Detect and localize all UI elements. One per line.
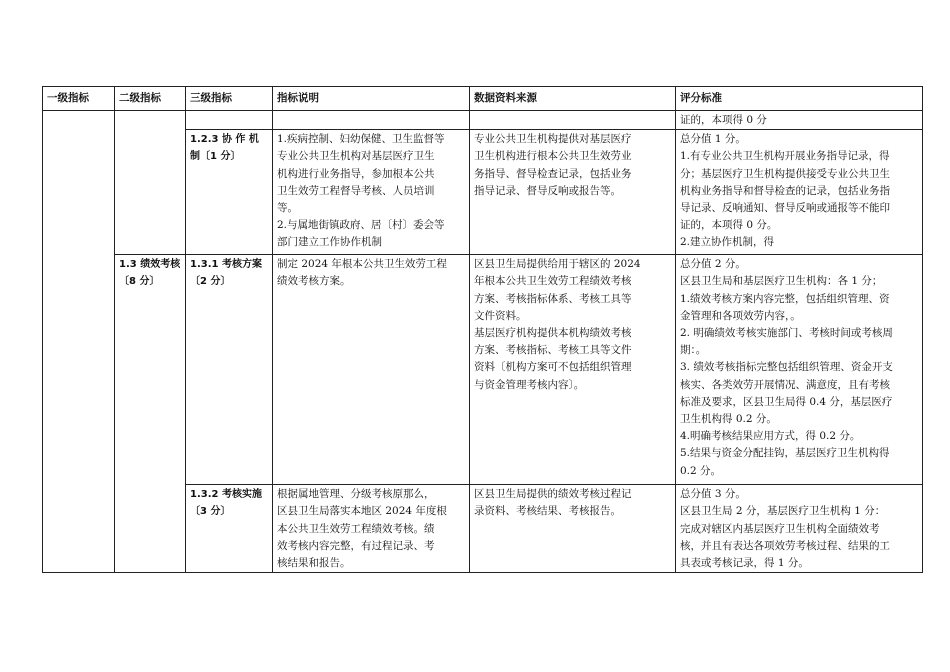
description-cell [273,255,470,485]
description-line: 专业公共卫生机构对基层医疗卫生 [277,150,435,163]
scoring-line: 证的，本项得 0 分 [680,114,767,126]
source-line: 区县卫生局提供的绩效考核过程记 [474,488,632,501]
level1-cell [43,111,115,573]
level3-line: 1.3.2 考核实施 [190,489,262,501]
scoring-line: 标准及要求，区县卫生局得 0.4 分，基层医疗 [680,395,893,408]
header-level2: 二级指标 [115,87,186,111]
source-line: 卫生机构进行根本公共卫生效劳业 [474,150,632,163]
source-line: 录资料、考核结果、考核报告。 [474,505,621,518]
level3-line: 〔3 分〕 [190,506,231,518]
level3-cell [186,130,273,255]
scoring-line: 4.明确考核结果应用方式，得 0.2 分。 [680,430,861,443]
scoring-line: 0.2 分。 [680,464,722,477]
scoring-line: 区县卫生局 2 分，基层医疗卫生机构 1 分： [680,505,886,518]
description-line: 核结果和报告。 [277,557,351,570]
scoring-line: 导记录、反响通知、督导反响或通报等不能印 [680,202,890,215]
scoring-line: 金管理和各项效劳内容，。 [680,309,801,322]
scoring-cell [676,485,923,573]
header-description: 指标说明 [273,87,470,111]
indicator-table [42,86,923,573]
source-line: 区县卫生局提供给用于辖区的 2024 [474,258,641,271]
description-line: 部门建立工作协作机制 [277,236,382,249]
description-line: 区县卫生局落实本地区 2024 年度根 [277,505,447,518]
description-line: 2.与属地街镇政府、居〔村〕委会等 [277,219,445,232]
scoring-line: 1.有专业公共卫生机构开展业务指导记录，得 [680,150,890,163]
source-line: 指导记录、督导反响或报告等。 [474,184,621,197]
level3-cell [186,111,273,130]
source-line: 方案、考核指标、考核工具等文件 [474,344,632,357]
scoring-line: 总分值 3 分。 [680,488,746,501]
level2-cell [115,111,186,255]
source-line: 文件资料。 [474,309,527,322]
source-cell [470,111,676,130]
level2-line: 1.3 绩效考核 [119,259,181,271]
scoring-cell [676,255,923,485]
source-cell [470,485,676,573]
scoring-line: 总分值 2 分。 [680,258,746,271]
source-line: 基层医疗机构提供本机构绩效考核 [474,327,632,340]
description-line: 根据属地管理、分级考核原那么， [277,488,435,501]
scoring-line: 1.绩效考核方案内容完整，包括组织管理、资 [680,292,890,305]
scoring-line: 2. 明确绩效考核实施部门、考核时间或考核周 [680,327,893,340]
source-line: 年根本公共卫生效劳工程绩效考核 [474,275,632,288]
table-row [43,255,923,485]
level3-line: 制〔1 分〕 [190,151,241,163]
scoring-line: 3. 绩效考核指标完整包括组织管理、资金开支 [680,361,893,374]
header-level1: 一级指标 [43,87,115,111]
level3-cell [186,255,273,485]
table-header-row [43,87,923,111]
description-line: 制定 2024 年根本公共卫生效劳工程 [277,258,447,271]
description-cell [273,130,470,255]
header-data-source: 数据资料来源 [470,87,676,111]
description-line: 等。 [277,202,298,215]
scoring-line: 区县卫生局和基层医疗卫生机构：各 1 分； [680,275,883,288]
source-line: 资料〔机构方案可不包括组织管理 [474,361,632,374]
scoring-line: 5.结果与资金分配挂钩，基层医疗卫生机构得 [680,447,890,460]
level3-line: 〔2 分〕 [190,276,231,288]
source-line: 方案、考核指标体系、考核工具等 [474,292,632,305]
description-line: 绩效考核方案。 [277,275,351,288]
scoring-line: 2.建立协作机制，得 [680,236,775,249]
level2-cell [115,255,186,573]
scoring-line: 期：。 [680,344,707,357]
source-cell [470,130,676,255]
source-line: 务指导、督导检查记录，包括业务 [474,167,632,180]
description-line: 效考核内容完整，有过程记录、考 [277,539,435,552]
scoring-line: 具表或考核记录，得 1 分。 [680,557,809,570]
level3-cell [186,485,273,573]
source-cell [470,255,676,485]
scoring-line: 机构业务指导和督导检查的记录，包括业务指 [680,184,890,197]
source-line: 与资金管理考核内容〕。 [474,378,585,391]
header-level3: 三级指标 [186,87,273,111]
scoring-line: 核实、各类效劳开展情况、满意度，且有考核 [680,378,890,391]
description-line: 本公共卫生效劳工程绩效考核。绩 [277,522,435,535]
level2-line: 〔8 分〕 [119,276,160,288]
description-cell [273,111,470,130]
description-line: 卫生效劳工程督导考核、人员培训 [277,184,435,197]
level3-line: 1.3.1 考核方案 [190,259,262,271]
source-line: 专业公共卫生机构提供对基层医疗 [474,133,632,146]
scoring-line: 总分值 1 分。 [680,133,746,146]
description-cell [273,485,470,573]
scoring-line: 卫生机构得 0.2 分。 [680,413,777,426]
description-line: 机构进行业务指导，参加根本公共 [277,167,435,180]
scoring-cell [676,130,923,255]
scoring-line: 完成对辖区内基层医疗卫生机构全面绩效考 [680,522,880,535]
scoring-cell [676,111,923,130]
level3-line: 1.2.3 协 作 机 [190,134,259,146]
scoring-line: 核，并且有表达各项效劳考核过程、结果的工 [680,539,890,552]
scoring-line: 分；基层医疗卫生机构提供接受专业公共卫生 [680,167,890,180]
table-row [43,111,923,130]
header-scoring: 评分标准 [676,87,923,111]
description-line: 1.疾病控制、妇幼保健、卫生监督等 [277,133,445,146]
scoring-line: 证的，本项得 0 分。 [680,219,778,232]
